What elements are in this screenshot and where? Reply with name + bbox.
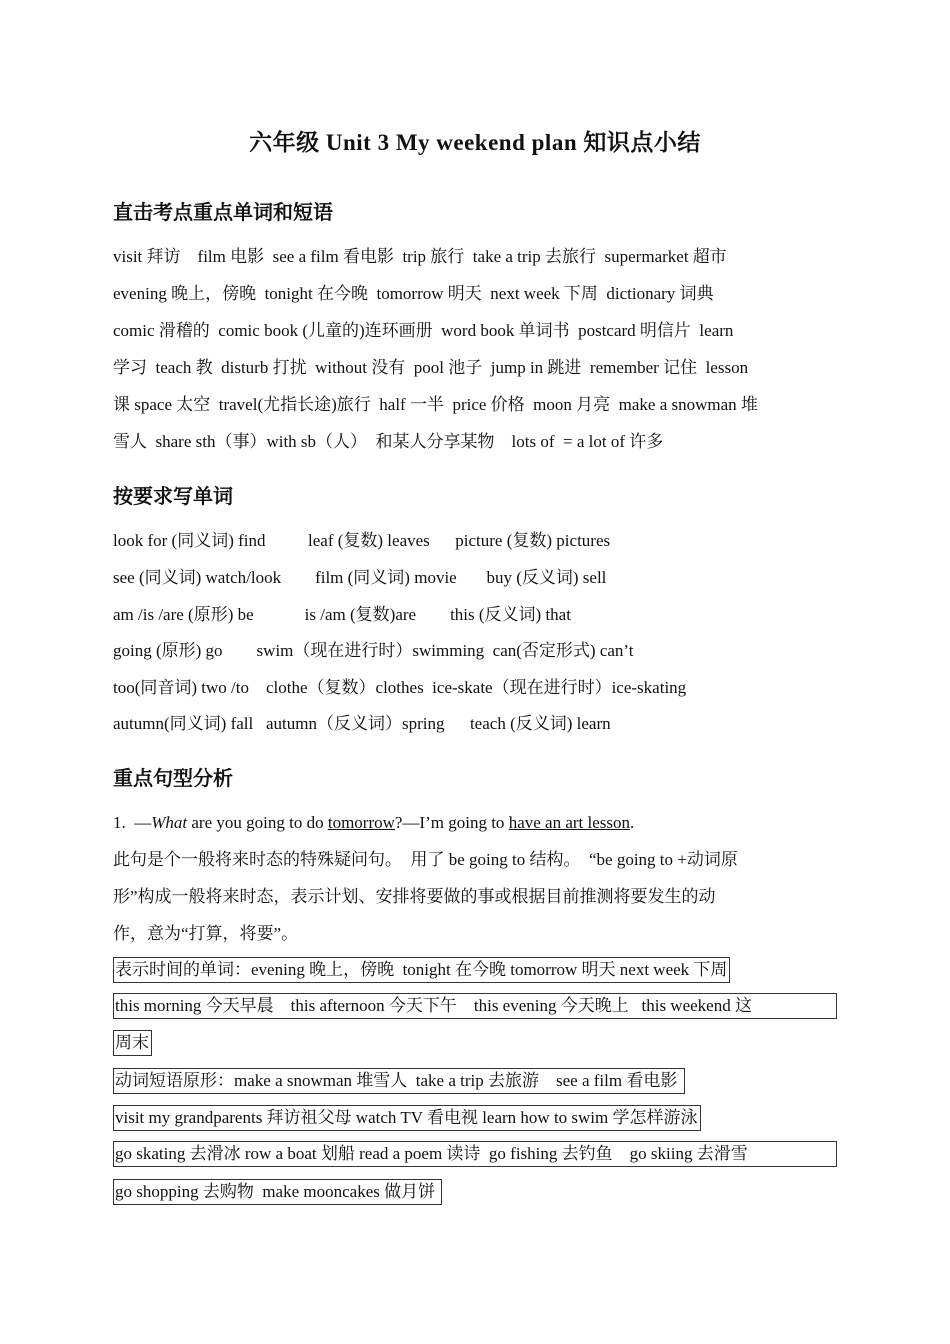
phrase-box-line-1: 动词短语原形：make a snowman 堆雪人 take a trip 去旅游 see a film 看电影 — [113, 1068, 685, 1094]
explanation-line-3: 作，意为“打算，将要”。 — [113, 924, 299, 943]
vocab-line-5: 课 space 太空 travel(尤指长途)旅行 half 一半 price 价格 moon 月亮 make a snowman 堆 — [113, 395, 758, 414]
word-form-line-1: look for (同义词) find leaf (复数) leaves picture (复数) pictures — [113, 531, 611, 550]
word-form-line-2: see (同义词) watch/look film (同义词) movie buy (反义词) sell — [113, 568, 607, 587]
vocab-line-3: comic 滑稽的 comic book (儿童的)连环画册 word book 单词书 postcard 明信片 learn — [113, 321, 734, 340]
phrase-box-line-3: go skating 去滑冰 row a boat 划船 read a poem 读诗 go fishing 去钓鱼 go skiing 去滑雪 — [113, 1141, 837, 1167]
explanation-line-1: 此句是个一般将来时态的特殊疑问句。 用了 be going to 结构。 “be going to +动词原 — [113, 850, 738, 869]
word-form-line-3: am /is /are (原形) be is /am (复数)are this (反义词) that — [113, 605, 571, 624]
time-words-box-line-3: 周末 — [113, 1030, 152, 1056]
explanation-line-2: 形”构成一般将来时态，表示计划、安排将要做的事或根据目前推测将要发生的动 — [113, 887, 716, 906]
word-form-line-6: autumn(同义词) fall autumn（反义词）spring teach (反义词) learn — [113, 714, 611, 733]
time-words-box-line-1: 表示时间的单词：evening 晚上，傍晚 tonight 在今晚 tomorrow 明天 next week 下周 — [113, 957, 730, 983]
vocab-line-4: 学习 teach 教 disturb 打扰 without 没有 pool 池子 jump in 跳进 remember 记住 lesson — [113, 358, 749, 377]
time-words-box-line-2: this morning 今天早晨 this afternoon 今天下午 this evening 今天晚上 this weekend 这 — [113, 993, 837, 1019]
page-title: 六年级 Unit 3 My weekend plan 知识点小结 — [249, 130, 701, 155]
section-heading-vocabulary: 直击考点重点单词和短语 — [113, 202, 333, 224]
section-heading-word-forms: 按要求写单词 — [113, 486, 233, 508]
phrase-box-line-4: go shopping 去购物 make mooncakes 做月饼 — [113, 1179, 442, 1205]
word-form-line-5: too(同音词) two /to clothe（复数）clothes ice-skate（现在进行时）ice-skating — [113, 678, 687, 697]
vocab-line-2: evening 晚上，傍晚 tonight 在今晚 tomorrow 明天 next week 下周 dictionary 词典 — [113, 284, 714, 303]
lesson-underlined: have an art lesson — [508, 813, 631, 832]
section-heading-sentences: 重点句型分析 — [113, 768, 233, 790]
example-sentence: 1. —What are you going to do tomorrow?—I’m going to have an art lesson. — [113, 813, 635, 832]
what-word: What — [151, 813, 188, 832]
tomorrow-underlined: tomorrow — [327, 813, 395, 832]
phrase-box-line-2: visit my grandparents 拜访祖父母 watch TV 看电视 learn how to swim 学怎样游泳 — [113, 1105, 701, 1131]
vocab-line-1: visit 拜访 film 电影 see a film 看电影 trip 旅行 take a trip 去旅行 supermarket 超市 — [113, 247, 727, 266]
vocab-line-6: 雪人 share sth（事）with sb（人） 和某人分享某物 lots of = a lot of 许多 — [113, 432, 664, 451]
word-form-line-4: going (原形) go swim（现在进行时）swimming can(否定形式) can’t — [113, 641, 634, 660]
